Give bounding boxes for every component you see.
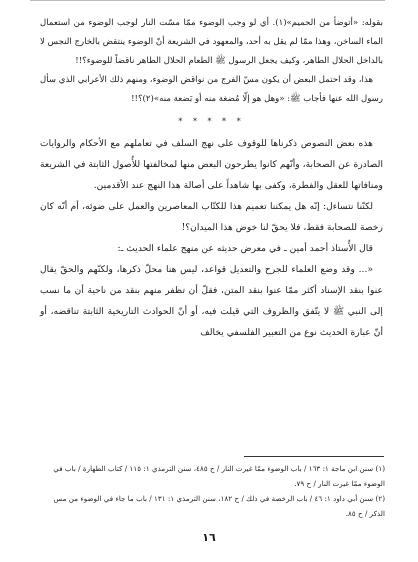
paragraph-salaf-approach: هذه بعض النصوص ذكرناها للوقوف على نهج السلف في تعاملهم مع الأحكام والروايات الصادرة عن الصحابة، وأنّهم كانوا يطرحون البعض منها لمخالفتها للأُصول الثابتة في الشريعة ومنافاتها للعقل والفطرة، وكفى بها شاهداً على أصالة هذا النهج عند الأقدمين.: [40, 138, 383, 191]
footnote-divider: [244, 456, 384, 457]
page-number: ١٦: [202, 531, 216, 544]
paragraph-ahmad-amin-intro: قال الأُستاذ أحمد أمين ـ في معرض حديثه عن منهج علماء الحديث ـ:: [117, 243, 373, 254]
footnote-1: (١) سنن ابن ماجة ١: ١٦٣ / باب الوضوء ممّا غيرت النار / ح ٤٨٥، سنن الترمذي ١: ١١٥ / كتاب الطهارة / باب في الوضوء ممّا غيرت النار / ح ٧٩.: [53, 464, 385, 488]
paragraph-quotation: «... وقد وضع العلماء للجرح والتعديل قواعد، ليس هنا محلّ ذكرها، ولكنّهم والحقّ يقال عنوا بنقد الإسناد أكثر ممّا عنوا بنقد المتن، فقلّ أن تظفر منهم بنقد من ناحية أن ما نسب إلى النبي ﷺ لا يتّفق والظروف التي قيلت فيه، أو أنّ الحوادث التاريخية الثابتة تناقضه، أو أنّ عبارة الحديث نوع من التعبير الفلسفي يخالف: [40, 264, 383, 338]
section-separator: * * * * *: [178, 117, 245, 126]
footnotes: [44, 461, 385, 521]
paragraph-hadith-hamim: بقوله: «أتوضأ من الحميم»(١). أي لو وجب الوضوء ممّا مسّت النار لوجب الوضوء من استعمال الماء الساخن، وهذا ممّا لم يقل به أحد، والمعهود في الشريعة أنّ الوضوء ينتقض بالخارج النجس لا بالداخل الحلال الطاهر، وكيف يجعل الرسول ﷺ الطعام الحلال الطاهر ناقضاً للوضوء؟!!: [40, 18, 383, 66]
footnote-2: (٢) سنن أبي داود ١: ٤٦ / باب الرخصة في ذلك / ح ١٨٢، سنن الترمذي ١: ١٣١ / باب ما جاء في الوضوء من مس الذكر / ح ٨٥.: [53, 494, 385, 518]
main-text: [40, 14, 383, 343]
top-rule: [30, 0, 385, 1]
paragraph-question: لكنّنا نتساءل: إنّه هل يمكننا تعميم هذا للكتّاب المعاصرين والعمل على ضوئه، أم أنّه كان رخصة للصحابة فقط، فلا يحقّ لنا خوض هذا الميدان؟!: [40, 201, 383, 233]
paragraph-mass-al-farj: هذا، وقد احتمل البعض أن يكون مسّ الفرج من نواقض الوضوء، ومنهم ذلك الأعرابي الذي سأل رسول الله عنها فأجاب ﷺ: «وهل هو إلّا مُضغة منه أو بَضعة منه»(٢)؟!!: [40, 75, 383, 104]
